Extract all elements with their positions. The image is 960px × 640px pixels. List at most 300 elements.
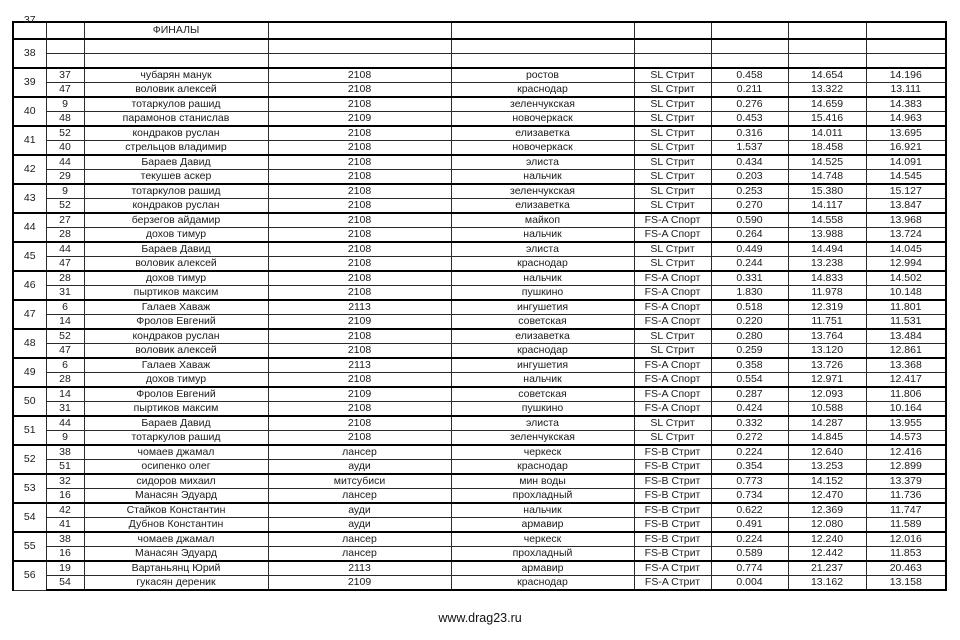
group-number-cell: 45 bbox=[13, 242, 46, 271]
city-cell: краснодар bbox=[451, 460, 634, 475]
racer-number-cell: 47 bbox=[46, 344, 84, 359]
group-number-cell: 40 bbox=[13, 97, 46, 126]
racer-number-cell: 9 bbox=[46, 184, 84, 199]
city-cell: зеленчукская bbox=[451, 184, 634, 199]
elapsed-time-cell: 13.322 bbox=[788, 83, 866, 98]
city-cell: черкеск bbox=[451, 532, 634, 547]
racer-name-cell: текушев аскер bbox=[84, 170, 268, 185]
racer-number-cell: 31 bbox=[46, 402, 84, 417]
net-time-cell: 13.955 bbox=[866, 416, 946, 431]
group-number-cell: 38 bbox=[13, 39, 46, 68]
city-cell: новочеркаск bbox=[451, 141, 634, 156]
class-cell: FS-A Спорт bbox=[634, 300, 711, 315]
racer-number-cell: 54 bbox=[46, 576, 84, 591]
reaction-time-cell: 0.004 bbox=[711, 576, 788, 591]
car-cell: 2108 bbox=[268, 170, 451, 185]
racer-number-cell: 47 bbox=[46, 83, 84, 98]
class-cell: SL Стрит bbox=[634, 242, 711, 257]
car-cell: 2109 bbox=[268, 315, 451, 330]
city-cell: краснодар bbox=[451, 576, 634, 591]
elapsed-time-cell: 21.237 bbox=[788, 561, 866, 576]
race-pair-row bbox=[13, 344, 946, 359]
empty-cell bbox=[711, 54, 788, 69]
empty-cell bbox=[268, 39, 451, 54]
city-cell: пушкино bbox=[451, 402, 634, 417]
car-cell: 2108 bbox=[268, 228, 451, 243]
reaction-time-cell: 0.211 bbox=[711, 83, 788, 98]
race-pair-row bbox=[13, 199, 946, 214]
racer-name-cell: Фролов Евгений bbox=[84, 315, 268, 330]
net-time-cell: 11.806 bbox=[866, 387, 946, 402]
class-cell: SL Стрит bbox=[634, 170, 711, 185]
reaction-time-cell: 0.280 bbox=[711, 329, 788, 344]
class-cell: SL Стрит bbox=[634, 329, 711, 344]
class-cell: SL Стрит bbox=[634, 83, 711, 98]
group-number-cell: 56 bbox=[13, 561, 46, 590]
car-cell: 2108 bbox=[268, 126, 451, 141]
racer-number-cell: 44 bbox=[46, 416, 84, 431]
race-pair-row bbox=[13, 315, 946, 330]
empty-cell bbox=[46, 22, 84, 39]
elapsed-time-cell: 12.319 bbox=[788, 300, 866, 315]
empty-cell bbox=[866, 22, 946, 39]
city-cell: нальчик bbox=[451, 503, 634, 518]
net-time-cell: 12.417 bbox=[866, 373, 946, 388]
city-cell: элиста bbox=[451, 242, 634, 257]
car-cell: 2108 bbox=[268, 329, 451, 344]
race-pair-row bbox=[13, 141, 946, 156]
car-cell: 2108 bbox=[268, 141, 451, 156]
racer-name-cell: тотаркулов рашид bbox=[84, 97, 268, 112]
racer-name-cell: Манасян Эдуард bbox=[84, 547, 268, 562]
class-cell: SL Стрит bbox=[634, 344, 711, 359]
city-cell: краснодар bbox=[451, 83, 634, 98]
empty-cell bbox=[866, 39, 946, 54]
car-cell: 2109 bbox=[268, 387, 451, 402]
net-time-cell: 14.545 bbox=[866, 170, 946, 185]
group-number-cell: 50 bbox=[13, 387, 46, 416]
car-cell: 2108 bbox=[268, 83, 451, 98]
car-cell: 2108 bbox=[268, 286, 451, 301]
elapsed-time-cell: 14.494 bbox=[788, 242, 866, 257]
car-cell: 2108 bbox=[268, 271, 451, 286]
reaction-time-cell: 0.332 bbox=[711, 416, 788, 431]
elapsed-time-cell: 14.654 bbox=[788, 68, 866, 83]
car-cell: 2108 bbox=[268, 199, 451, 214]
racer-name-cell: дохов тимур bbox=[84, 228, 268, 243]
net-time-cell: 16.921 bbox=[866, 141, 946, 156]
racer-name-cell: сидоров михаил bbox=[84, 474, 268, 489]
reaction-time-cell: 0.424 bbox=[711, 402, 788, 417]
city-cell: краснодар bbox=[451, 257, 634, 272]
race-pair-row bbox=[13, 329, 946, 344]
elapsed-time-cell: 13.253 bbox=[788, 460, 866, 475]
class-cell: FS-A Спорт bbox=[634, 286, 711, 301]
partial-group-37-row bbox=[13, 22, 946, 39]
elapsed-time-cell: 15.416 bbox=[788, 112, 866, 127]
reaction-time-cell: 0.491 bbox=[711, 518, 788, 533]
racer-number-cell: 14 bbox=[46, 315, 84, 330]
reaction-time-cell: 1.537 bbox=[711, 141, 788, 156]
car-cell: 2113 bbox=[268, 561, 451, 576]
racer-name-cell: кондраков руслан bbox=[84, 126, 268, 141]
elapsed-time-cell: 14.287 bbox=[788, 416, 866, 431]
car-cell: 2113 bbox=[268, 300, 451, 315]
racer-number-cell: 16 bbox=[46, 489, 84, 504]
class-cell: FS-A Стрит bbox=[634, 561, 711, 576]
empty-cell bbox=[268, 54, 451, 69]
race-pair-row bbox=[13, 358, 946, 373]
racer-number-cell: 6 bbox=[46, 300, 84, 315]
elapsed-time-cell: 14.152 bbox=[788, 474, 866, 489]
reaction-time-cell: 0.259 bbox=[711, 344, 788, 359]
city-cell: нальчик bbox=[451, 170, 634, 185]
group-number-cell: 55 bbox=[13, 532, 46, 561]
group-number-cell: 51 bbox=[13, 416, 46, 445]
city-cell: советская bbox=[451, 315, 634, 330]
car-cell: 2108 bbox=[268, 242, 451, 257]
net-time-cell: 13.695 bbox=[866, 126, 946, 141]
racer-name-cell: кондраков руслан bbox=[84, 329, 268, 344]
city-cell: элиста bbox=[451, 155, 634, 170]
finals-results-table bbox=[12, 14, 947, 591]
class-cell: FS-A Спорт bbox=[634, 213, 711, 228]
class-cell: FS-A Спорт bbox=[634, 358, 711, 373]
racer-name-cell: парамонов станислав bbox=[84, 112, 268, 127]
race-results-section bbox=[13, 68, 946, 590]
class-cell: SL Стрит bbox=[634, 97, 711, 112]
reaction-time-cell: 0.276 bbox=[711, 97, 788, 112]
elapsed-time-cell: 12.369 bbox=[788, 503, 866, 518]
elapsed-time-cell: 13.162 bbox=[788, 576, 866, 591]
class-cell: SL Стрит bbox=[634, 431, 711, 446]
racer-name-cell: воловик алексей bbox=[84, 344, 268, 359]
group-number-cell: 46 bbox=[13, 271, 46, 300]
reaction-time-cell: 0.270 bbox=[711, 199, 788, 214]
class-cell: FS-A Спорт bbox=[634, 271, 711, 286]
car-cell: 2108 bbox=[268, 155, 451, 170]
racer-number-cell: 28 bbox=[46, 228, 84, 243]
class-cell: FS-B Стрит bbox=[634, 503, 711, 518]
city-cell: нальчик bbox=[451, 373, 634, 388]
racer-number-cell: 52 bbox=[46, 329, 84, 344]
group-number-cell: 53 bbox=[13, 474, 46, 503]
empty-cell bbox=[788, 54, 866, 69]
car-cell: 2108 bbox=[268, 431, 451, 446]
group-number-cell: 42 bbox=[13, 155, 46, 184]
net-time-cell: 13.368 bbox=[866, 358, 946, 373]
empty-group-38-row bbox=[13, 54, 946, 69]
race-pair-row bbox=[13, 228, 946, 243]
race-pair-row bbox=[13, 257, 946, 272]
empty-cell bbox=[634, 54, 711, 69]
net-time-cell: 13.484 bbox=[866, 329, 946, 344]
car-cell: ауди bbox=[268, 460, 451, 475]
net-time-cell: 11.747 bbox=[866, 503, 946, 518]
elapsed-time-cell: 13.120 bbox=[788, 344, 866, 359]
city-cell: ростов bbox=[451, 68, 634, 83]
city-cell: пушкино bbox=[451, 286, 634, 301]
reaction-time-cell: 0.220 bbox=[711, 315, 788, 330]
net-time-cell: 13.158 bbox=[866, 576, 946, 591]
cropped-group-number: 37 bbox=[23, 14, 36, 26]
class-cell: SL Стрит bbox=[634, 112, 711, 127]
city-cell: ингушетия bbox=[451, 300, 634, 315]
reaction-time-cell: 0.203 bbox=[711, 170, 788, 185]
racer-number-cell: 9 bbox=[46, 97, 84, 112]
racer-name-cell: пыртиков максим bbox=[84, 286, 268, 301]
racer-name-cell: Вартаньянц Юрий bbox=[84, 561, 268, 576]
race-pair-row bbox=[13, 126, 946, 141]
reaction-time-cell: 0.458 bbox=[711, 68, 788, 83]
class-cell: FS-B Стрит bbox=[634, 532, 711, 547]
city-cell: зеленчукская bbox=[451, 97, 634, 112]
empty-cell bbox=[711, 22, 788, 39]
city-cell: армавир bbox=[451, 518, 634, 533]
reaction-time-cell: 0.264 bbox=[711, 228, 788, 243]
reaction-time-cell: 0.272 bbox=[711, 431, 788, 446]
finals-title-cell: ФИНАЛЫ bbox=[84, 22, 268, 39]
elapsed-time-cell: 14.525 bbox=[788, 155, 866, 170]
class-cell: FS-B Стрит bbox=[634, 460, 711, 475]
car-cell: 2108 bbox=[268, 257, 451, 272]
elapsed-time-cell: 14.117 bbox=[788, 199, 866, 214]
city-cell: нальчик bbox=[451, 271, 634, 286]
racer-number-cell: 42 bbox=[46, 503, 84, 518]
racer-name-cell: Дубнов Константин bbox=[84, 518, 268, 533]
reaction-time-cell: 0.287 bbox=[711, 387, 788, 402]
racer-name-cell: пыртиков максим bbox=[84, 402, 268, 417]
elapsed-time-cell: 18.458 bbox=[788, 141, 866, 156]
net-time-cell: 14.963 bbox=[866, 112, 946, 127]
net-time-cell: 12.899 bbox=[866, 460, 946, 475]
reaction-time-cell: 0.354 bbox=[711, 460, 788, 475]
empty-cell bbox=[268, 22, 451, 39]
city-cell: черкеск bbox=[451, 445, 634, 460]
net-time-cell: 11.589 bbox=[866, 518, 946, 533]
racer-name-cell: Галаев Хаваж bbox=[84, 358, 268, 373]
class-cell: SL Стрит bbox=[634, 68, 711, 83]
elapsed-time-cell: 13.988 bbox=[788, 228, 866, 243]
reaction-time-cell: 0.734 bbox=[711, 489, 788, 504]
net-time-cell: 12.016 bbox=[866, 532, 946, 547]
net-time-cell: 15.127 bbox=[866, 184, 946, 199]
race-pair-row bbox=[13, 387, 946, 402]
class-cell: FS-A Спорт bbox=[634, 373, 711, 388]
race-pair-row bbox=[13, 373, 946, 388]
net-time-cell: 14.502 bbox=[866, 271, 946, 286]
race-pair-row bbox=[13, 271, 946, 286]
race-pair-row bbox=[13, 460, 946, 475]
car-cell: 2108 bbox=[268, 97, 451, 112]
empty-group-38-row bbox=[13, 39, 946, 54]
racer-number-cell: 28 bbox=[46, 271, 84, 286]
race-pair-row bbox=[13, 170, 946, 185]
elapsed-time-cell: 10.588 bbox=[788, 402, 866, 417]
net-time-cell: 20.463 bbox=[866, 561, 946, 576]
car-cell: 2108 bbox=[268, 416, 451, 431]
racer-name-cell: дохов тимур bbox=[84, 373, 268, 388]
racer-number-cell: 19 bbox=[46, 561, 84, 576]
net-time-cell: 14.045 bbox=[866, 242, 946, 257]
reaction-time-cell: 0.224 bbox=[711, 445, 788, 460]
net-time-cell: 14.383 bbox=[866, 97, 946, 112]
reaction-time-cell: 0.253 bbox=[711, 184, 788, 199]
reaction-time-cell: 0.358 bbox=[711, 358, 788, 373]
car-cell: 2108 bbox=[268, 344, 451, 359]
race-pair-row bbox=[13, 286, 946, 301]
empty-cell bbox=[84, 54, 268, 69]
net-time-cell: 10.148 bbox=[866, 286, 946, 301]
race-pair-row bbox=[13, 561, 946, 576]
city-cell: армавир bbox=[451, 561, 634, 576]
class-cell: FS-A Спорт bbox=[634, 387, 711, 402]
class-cell: SL Стрит bbox=[634, 199, 711, 214]
group-number-cell: 47 bbox=[13, 300, 46, 329]
race-pair-row bbox=[13, 576, 946, 591]
racer-name-cell: воловик алексей bbox=[84, 83, 268, 98]
net-time-cell: 11.801 bbox=[866, 300, 946, 315]
net-time-cell: 13.379 bbox=[866, 474, 946, 489]
racer-name-cell: Фролов Евгений bbox=[84, 387, 268, 402]
reaction-time-cell: 0.224 bbox=[711, 532, 788, 547]
city-cell: советская bbox=[451, 387, 634, 402]
elapsed-time-cell: 14.659 bbox=[788, 97, 866, 112]
net-time-cell: 10.164 bbox=[866, 402, 946, 417]
race-pair-row bbox=[13, 445, 946, 460]
finals-header-section bbox=[13, 14, 946, 68]
racer-name-cell: чомаев джамал bbox=[84, 445, 268, 460]
elapsed-time-cell: 12.640 bbox=[788, 445, 866, 460]
empty-cell bbox=[451, 39, 634, 54]
racer-number-cell: 6 bbox=[46, 358, 84, 373]
class-cell: FS-B Стрит bbox=[634, 474, 711, 489]
racer-name-cell: Галаев Хаваж bbox=[84, 300, 268, 315]
city-cell: прохладный bbox=[451, 489, 634, 504]
car-cell: митсубиси bbox=[268, 474, 451, 489]
racer-name-cell: Бараев Давид bbox=[84, 416, 268, 431]
reaction-time-cell: 0.773 bbox=[711, 474, 788, 489]
class-cell: SL Стрит bbox=[634, 257, 711, 272]
race-pair-row bbox=[13, 112, 946, 127]
elapsed-time-cell: 15.380 bbox=[788, 184, 866, 199]
net-time-cell: 11.853 bbox=[866, 547, 946, 562]
elapsed-time-cell: 14.011 bbox=[788, 126, 866, 141]
group-number-cell: 44 bbox=[13, 213, 46, 242]
elapsed-time-cell: 12.442 bbox=[788, 547, 866, 562]
group-number-cell: 41 bbox=[13, 126, 46, 155]
racer-number-cell: 41 bbox=[46, 518, 84, 533]
city-cell: новочеркаск bbox=[451, 112, 634, 127]
racer-number-cell: 52 bbox=[46, 199, 84, 214]
group-number-cell: 43 bbox=[13, 184, 46, 213]
race-pair-row bbox=[13, 489, 946, 504]
racer-number-cell: 27 bbox=[46, 213, 84, 228]
racer-number-cell: 52 bbox=[46, 126, 84, 141]
net-time-cell: 13.111 bbox=[866, 83, 946, 98]
empty-cell bbox=[451, 54, 634, 69]
race-pair-row bbox=[13, 300, 946, 315]
car-cell: 2108 bbox=[268, 68, 451, 83]
racer-number-cell: 14 bbox=[46, 387, 84, 402]
race-pair-row bbox=[13, 518, 946, 533]
race-pair-row bbox=[13, 155, 946, 170]
racer-number-cell: 48 bbox=[46, 112, 84, 127]
racer-name-cell: Стайков Константин bbox=[84, 503, 268, 518]
race-pair-row bbox=[13, 242, 946, 257]
racer-name-cell: дохов тимур bbox=[84, 271, 268, 286]
site-url: www.drag23.ru bbox=[438, 611, 522, 625]
race-pair-row bbox=[13, 402, 946, 417]
racer-name-cell: кондраков руслан bbox=[84, 199, 268, 214]
net-time-cell: 14.573 bbox=[866, 431, 946, 446]
reaction-time-cell: 0.589 bbox=[711, 547, 788, 562]
race-pair-row bbox=[13, 431, 946, 446]
group-number-cell: 48 bbox=[13, 329, 46, 358]
reaction-time-cell: 0.316 bbox=[711, 126, 788, 141]
reaction-time-cell: 0.774 bbox=[711, 561, 788, 576]
race-pair-row bbox=[13, 532, 946, 547]
car-cell: 2109 bbox=[268, 112, 451, 127]
empty-cell bbox=[711, 39, 788, 54]
reaction-time-cell: 0.244 bbox=[711, 257, 788, 272]
racer-name-cell: Бараев Давид bbox=[84, 242, 268, 257]
reaction-time-cell: 0.331 bbox=[711, 271, 788, 286]
empty-cell bbox=[788, 22, 866, 39]
elapsed-time-cell: 14.558 bbox=[788, 213, 866, 228]
city-cell: елизаветка bbox=[451, 199, 634, 214]
race-pair-row bbox=[13, 416, 946, 431]
race-pair-row bbox=[13, 68, 946, 83]
race-pair-row bbox=[13, 83, 946, 98]
racer-number-cell: 29 bbox=[46, 170, 84, 185]
empty-cell bbox=[46, 54, 84, 69]
racer-number-cell: 31 bbox=[46, 286, 84, 301]
race-pair-row bbox=[13, 474, 946, 489]
car-cell: ауди bbox=[268, 503, 451, 518]
racer-number-cell: 51 bbox=[46, 460, 84, 475]
race-pair-row bbox=[13, 547, 946, 562]
class-cell: FS-A Спорт bbox=[634, 402, 711, 417]
class-cell: FS-A Спорт bbox=[634, 315, 711, 330]
net-time-cell: 13.847 bbox=[866, 199, 946, 214]
group-number-cell: 52 bbox=[13, 445, 46, 474]
group-number-cell: 49 bbox=[13, 358, 46, 387]
car-cell: 2108 bbox=[268, 213, 451, 228]
car-cell: 2108 bbox=[268, 184, 451, 199]
reaction-time-cell: 0.449 bbox=[711, 242, 788, 257]
car-cell: ауди bbox=[268, 518, 451, 533]
elapsed-time-cell: 13.238 bbox=[788, 257, 866, 272]
class-cell: SL Стрит bbox=[634, 141, 711, 156]
racer-name-cell: воловик алексей bbox=[84, 257, 268, 272]
racer-name-cell: Манасян Эдуард bbox=[84, 489, 268, 504]
city-cell: ингушетия bbox=[451, 358, 634, 373]
elapsed-time-cell: 12.080 bbox=[788, 518, 866, 533]
net-time-cell: 12.861 bbox=[866, 344, 946, 359]
car-cell: 2109 bbox=[268, 576, 451, 591]
city-cell: элиста bbox=[451, 416, 634, 431]
class-cell: SL Стрит bbox=[634, 155, 711, 170]
net-time-cell: 11.531 bbox=[866, 315, 946, 330]
empty-cell bbox=[634, 39, 711, 54]
net-time-cell: 14.196 bbox=[866, 68, 946, 83]
city-cell: краснодар bbox=[451, 344, 634, 359]
elapsed-time-cell: 12.470 bbox=[788, 489, 866, 504]
empty-cell bbox=[46, 39, 84, 54]
class-cell: FS-A Спорт bbox=[634, 228, 711, 243]
class-cell: SL Стрит bbox=[634, 126, 711, 141]
